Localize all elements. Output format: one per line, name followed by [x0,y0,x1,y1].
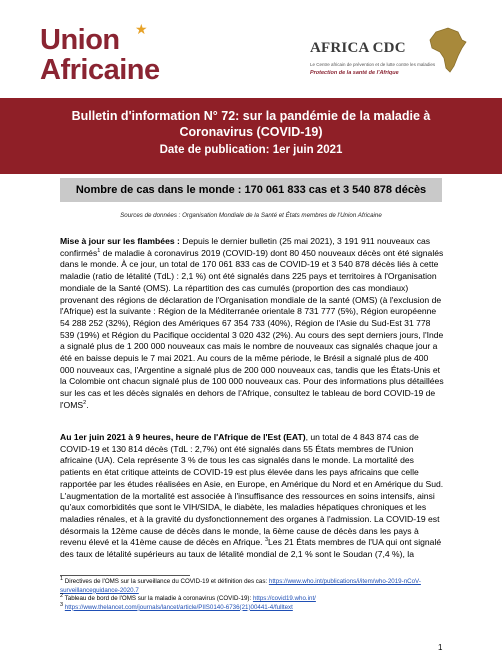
publication-date: Date de publication: 1er juin 2021 [159,144,343,156]
africa-cdc-logo [310,30,480,90]
footnote-link[interactable]: https://www.who.int/publications/i/item/who-2019-nCoV-surveillanceguidance-2020.7 [60,578,421,594]
paragraph-text: Les 21 États membres de l'UA qui ont signalé des taux de létalité supérieurs au taux de létalité mondial de 2,1 % sont le Soudan (7,4 %), la [60,537,442,560]
paragraph-text: Depuis le dernier bulletin (25 mai 2021), 3 191 911 nouveaux cas confirmés [60,236,431,258]
paragraph-text: de maladie à coronavirus 2019 (COVID-19) dont 80 450 nouveaux décès ont été signalés dans le monde. À ce jour, un total de 170 061 833 cas de COVID-19 et 3 540 878 décès liés à cette maladie (ratio de létalité (TdL) : 2,1 %) ont été signalés dans 225 pays et territoires à l'Organisation mondiale de la Santé (OMS). La répartition des cas cumulés (proportion des cas mondiaux) provenant des régions de déclaration de l'Organisation mondiale de la santé (OMS) (à l'exclusion de l'Afrique) est la suivante : Région de la Méditerranée orientale 8 731 777 (5%), Région européenne 54 288 252 (32%), Région des Amériques 67 354 733 (40%), Région de l'Asie du Sud-Est 31 778 539 (19%) et Région du Pacifique occidental 3 020 432 (2%). Au cours des sept derniers jours, l'Inde a signalé plus de 1 200 000 nouveaux cas mais le nombre de nouveaux cas signalés chaque jour a été en baisse depuis le 7 mai 2021. Au cours de la même période, le Brésil a signalé plus de 400 000 nouveaux cas, l'Argentine a signalé plus de 200 000 nouveaux cas, tandis que les États-Unis et la Colombie ont chacun signalé plus de 100 000 nouveaux cas. Pour des informations plus détaillées sur les cas et les décès signalés en dehors de l'Afrique, consultez le tableau de bord COVID-19 de l'OMS [60,247,444,410]
footnote-divider [60,575,190,576]
footnote-number: 2 [60,593,64,600]
cdc-logo-name: AFRICA CDC [310,40,406,56]
african-union-logo [40,21,170,86]
footnote-number: 3 [60,601,64,608]
cdc-logo-slogan: Protection de la santé de l'Afrique [310,70,399,76]
title-banner [0,98,502,174]
paragraph-lead: Au 1er juin 2021 à 9 heures, heure de l'Afrique de l'Est (EAT) [60,432,306,442]
footnote-link[interactable]: https://www.thelancet.com/journals/lancet/article/PIIS0140-6736(21)00441-4/fulltext [64,603,293,611]
footnote-text: Directives de l'OMS sur la surveillance du COVID-19 et définition des cas: [63,578,269,585]
africa-update-paragraph [60,432,444,561]
outbreak-update-paragraph [60,236,444,412]
paragraph-text: , un total de 4 843 874 cas de COVID-19 et 130 814 décès (TdL : 2,7%) ont été signalés dans 55 États membres de l'Union africaine (UA). Cela représente 3 % de tous les cas signalés dans le monde. La mortalité des patients en état critique atteints de COVID-19 est plus élevée dans les pays africains que celle rapportée par les études réalisées en Asie, en Europe, en Amérique du Nord et en Amérique du Sud. L'augmentation de la mortalité est associée à l'insuffisance des ressources en soins intensifs, ainsi qu'aux comorbidités que sont le VIH/SIDA, le diabète, les maladies hépatiques chroniques et les maladies rénales, et à la gravité du dysfonctionnement des organes à l'admission. La COVID-19 est désormais la 12ème cause de décès dans le monde, la 6ème cause de décès dans les pays à revenu élevé et la 41ème cause de décès en Afrique. [60,432,444,548]
footnote-item [60,575,444,595]
footnote-number: 1 [60,575,64,582]
paragraph-lead: Mise à jour sur les flambées : [60,236,180,246]
world-cases-summary: Nombre de cas dans le monde : 170 061 833 cas et 3 540 878 décès [60,178,442,202]
page-number: 1 [438,643,443,652]
footnote-item [60,601,444,613]
bulletin-title: Bulletin d'information N° 72: sur la pandémie de la maladie à Coronavirus (COVID-19) [71,109,431,139]
au-logo-line1: Union [40,24,120,56]
star-icon: ★ [135,21,148,37]
footnotes [60,575,444,612]
footnote-item [60,595,444,604]
cdc-logo-tagline: Le Centre africain de prévention et de lutte contre les maladies [310,62,436,67]
footnote-ref[interactable]: 2 [83,399,87,406]
footnote-ref[interactable]: 1 [97,247,101,254]
paragraph-text: . [86,399,89,410]
footnote-link[interactable]: https://covid19.who.int/ [252,595,316,603]
au-logo-line2: Africaine [40,54,160,86]
data-sources-note: Sources de données : Organisation Mondiale de la Santé et États membres de l'Union Africaine [120,212,382,219]
footnote-text: Tableau de bord de l'OMS sur la maladie à coronavirus (COVID-19): [63,595,253,603]
footnote-ref[interactable]: 3 [264,537,269,544]
